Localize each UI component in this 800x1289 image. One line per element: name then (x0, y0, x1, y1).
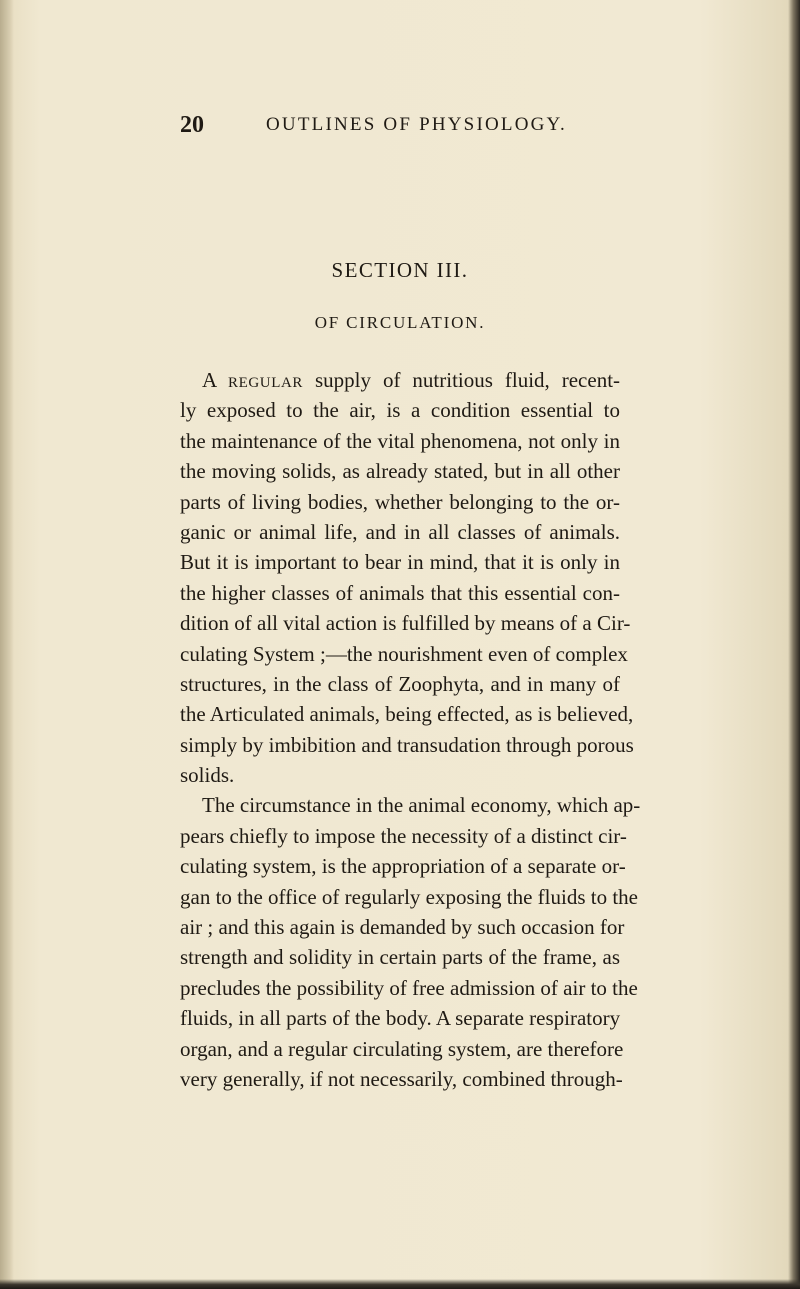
body-line-6: But it is important to bear in mind, that it is only in (180, 550, 620, 575)
body-line-22: organ, and a regular circulating system, are therefore (180, 1036, 624, 1061)
body-line-21: fluids, in all parts of the body. A separate respiratory (180, 1006, 621, 1031)
smallcaps-lead: regular (227, 368, 304, 392)
body-text (180, 365, 641, 1094)
page-bottom-edge-shadow (0, 1279, 800, 1289)
body-line-3: the moving solids, as already stated, but in all other (180, 459, 620, 484)
drop-initial: A (202, 368, 217, 392)
body-line-2: the maintenance of the vital phenomena, not only in (180, 428, 620, 453)
body-line-7: the higher classes of animals that this essential con- (180, 580, 620, 605)
section-subtitle: OF CIRCULATION. (314, 313, 486, 332)
body-line-18: air ; and this again is demanded by such occasion for (180, 915, 625, 940)
body-line-8: dition of all vital action is fulfilled by means of a Cir- (180, 611, 631, 636)
body-line-11: the Articulated animals, being effected, as is believed, (180, 702, 634, 727)
body-line-10: structures, in the class of Zoophyta, and in many of (180, 671, 620, 696)
body-line-5: ganic or animal life, and in all classes of animals. (180, 519, 620, 544)
body-line-17: gan to the office of regularly exposing the fluids to the (180, 884, 638, 909)
body-line-0 (180, 365, 620, 395)
body-line-23: very generally, if not necessarily, combined through- (180, 1066, 623, 1091)
body-line-16: culating system, is the appropriation of a separate or- (180, 854, 626, 879)
body-line-12: simply by imbibition and transudation through porous (180, 732, 634, 757)
body-line-19: strength and solidity in certain parts of the frame, as (180, 945, 620, 970)
body-line-20: precludes the possibility of free admission of air to the (180, 975, 638, 1000)
page-number: 20 (180, 112, 204, 138)
section-title: SECTION III. (331, 258, 469, 282)
running-head (180, 112, 620, 144)
body-line-14: The circumstance in the animal economy, which ap- (202, 793, 641, 818)
body-line-13: solids. (180, 763, 235, 788)
first-line-rest: supply of nutritious fluid, recent- (315, 368, 621, 392)
body-line-1: ly exposed to the air, is a condition essential to (180, 398, 620, 423)
page-left-edge-shadow (0, 0, 14, 1289)
body-line-9: culating System ;—the nourishment even of complex (180, 641, 628, 666)
body-line-4: parts of living bodies, whether belonging to the or- (180, 489, 620, 514)
body-line-15: pears chiefly to impose the necessity of a distinct cir- (180, 823, 627, 848)
page-right-edge-shadow (788, 0, 800, 1289)
running-title: OUTLINES OF PHYSIOLOGY. (266, 114, 567, 135)
